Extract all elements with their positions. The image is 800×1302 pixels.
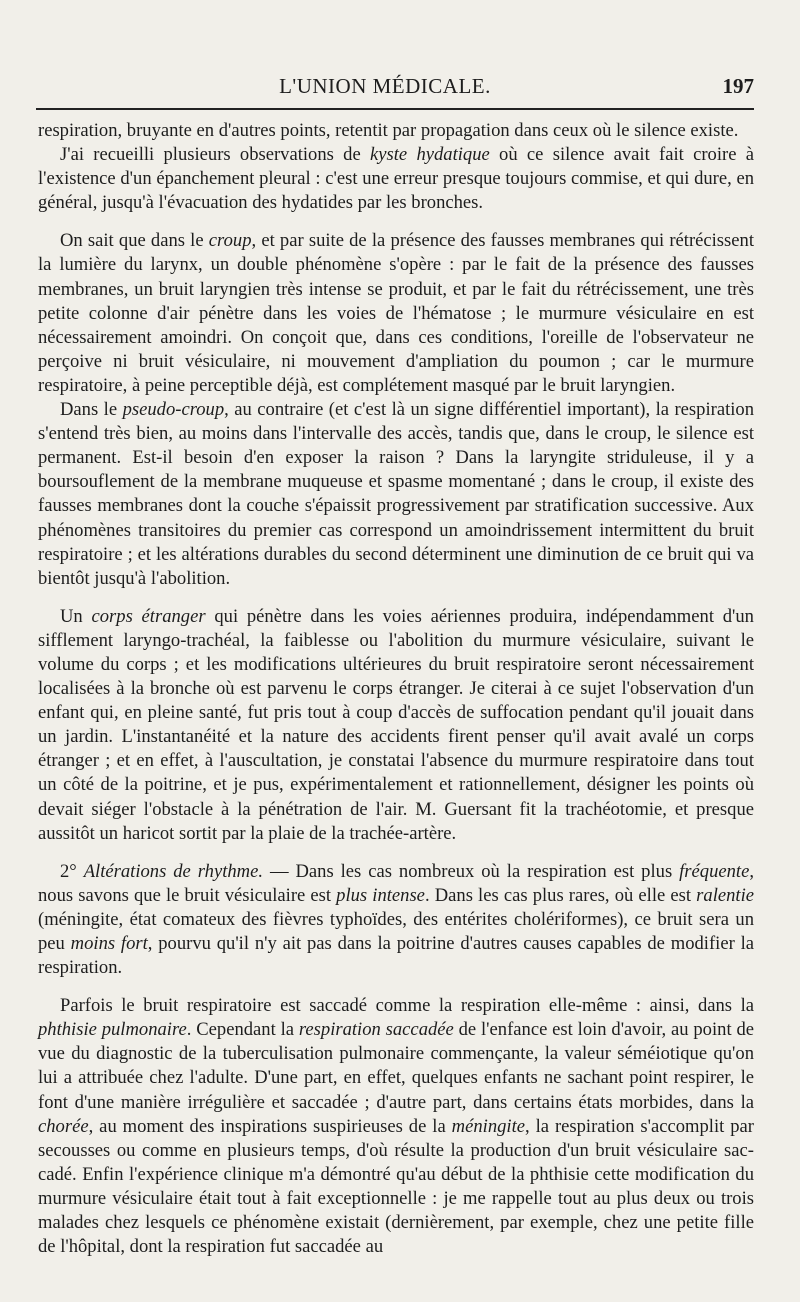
- text-segment: , pourvu qu'il n'y ait pas dans la poitrine d'autres causes capables de modifier la respiration.: [38, 933, 755, 979]
- text-segment: où ce silence avait fait croire à l'existence d'un épanchement pleural : c'est une erreur presque toujours commise, et qui dure, en général, jusqu'à l'évacuation des hydatides par les bronches.: [38, 144, 754, 214]
- italic-segment: kyste hydatique: [370, 144, 490, 166]
- text-segment: 2°: [60, 860, 84, 882]
- italic-segment: croup: [208, 230, 252, 252]
- text-segment: Dans le: [60, 399, 123, 421]
- italic-segment: méningite: [451, 1115, 525, 1137]
- text-segment: , au contraire (et c'est là un signe différentiel important), la respiration s'entend très bien, au moins dans l'intervalle des accès, tandis que, dans le croup, le silence est permanent. Est-il besoin d'en exposer la raison ? Dans la laryngite striduleuse, il y a boursouflement de la membrane muqueuse et spasme momentané ; dans le croup, il existe des fausses membranes dont la couche s'épaissit progressivement par stratification successive. Aux phénomènes transitoires du premier cas correspond un amoindrissement intermittent du bruit respiratoire ; et les altérations durables du second déterminent une diminution de ce bruit qui va bientôt jusqu'à l'abolition.: [38, 399, 754, 589]
- text-segment: Parfois le bruit respiratoire est saccadé comme la respiration elle-même : ainsi, dans la: [60, 995, 754, 1017]
- text-segment: Un: [60, 605, 92, 627]
- text-segment: . Cependant la: [186, 1019, 299, 1041]
- italic-segment: ralentie: [696, 884, 754, 906]
- italic-segment: corps étranger: [91, 605, 206, 627]
- italic-segment: chorée: [38, 1115, 89, 1137]
- italic-segment: phthisie pulmonaire: [38, 1019, 187, 1041]
- header-rule: [36, 108, 754, 110]
- page-number: 197: [722, 74, 754, 98]
- text-segment: . Dans les cas plus rares, où elle est: [424, 884, 697, 906]
- italic-segment: moins fort: [70, 933, 148, 954]
- text-segment: , au moment des inspirations suspirieuses de la: [88, 1115, 452, 1137]
- text-segment: de l'enfance est loin d'avoir, au point de vue du diagnostic de la tuberculisation pulmonaire commençante, la valeur séméiotique qu'on lui a attribuée chez l'adulte. D'une part, en effet, quelques enfants ne sachant point respirer, le font d'une manière irrégulière et saccadée ; d'autre part, dans certains états morbides, dans la: [38, 1019, 754, 1113]
- text-segment: , et par suite de la présence des fausses membranes qui rétrécissent la lumière du larynx, un double phénomène s'opère : par le fait de la présence des fausses membranes, un bruit laryngien très intense se produit, et par le fait du rétrécissement, une très petite colonne d'air pénètre dans les voies de l'hématose ; le murmure vésiculaire en est nécessairement amoindri. On conçoit que, dans ces conditions, l'oreille de l'observateur ne perçoive ni bruit vésiculaire, ni mouvement d'ampliation du poumon ; car le murmure respiratoire, à peine perceptible déjà, est complétement masqué par le bruit laryngien.: [38, 230, 754, 396]
- text-segment: — Dans les cas nombreux où la respiration est plus: [263, 860, 680, 882]
- italic-segment: Altérations de rhythme.: [83, 860, 263, 882]
- italic-segment: fréquente: [679, 860, 750, 882]
- text-segment: respiration, bruyante en d'autres points, retentit par propagation dans ceux où le silence existe.: [38, 120, 739, 141]
- paragraph-pseudo-croup: [38, 398, 754, 591]
- italic-segment: respiration saccadée: [298, 1019, 454, 1041]
- text-segment: On sait que dans le: [60, 230, 209, 252]
- paragraph-corps-etranger: [38, 605, 754, 846]
- body-text: [38, 119, 754, 1259]
- italic-segment: pseudo-croup: [122, 399, 225, 421]
- paragraph-respiration-saccadee: [38, 994, 754, 1259]
- paragraph-alterations-rhythme: [38, 860, 754, 980]
- italic-segment: plus intense: [336, 884, 425, 906]
- text-segment: , la respiration s'accomplit par secousses ou comme en plusieurs temps, d'où résulte la production d'un bruit vésiculaire saccadé. Enfin l'expérience clinique m'a démontré qu'au début de la phthisie cette modification du murmure vésiculaire était tout à fait exceptionnelle : je me rappelle tout au plus deux ou trois malades chez lesquels ce phénomène existait (dernièrement, par exemple, chez une petite fille de l'hôpital, dont la respiration fut saccadée au: [38, 1115, 754, 1258]
- page-header: [40, 74, 754, 100]
- paragraph-croup: [38, 229, 754, 398]
- text-segment: (méningite, état comateux des fièvres typhoïdes, des entérites cholériformes), ce bruit sera un peu: [38, 908, 754, 954]
- paragraph-kyste-hydatique: [38, 143, 754, 215]
- text-segment: qui pénètre dans les voies aériennes produira, indépendamment d'un sifflement laryngo-trachéal, la faiblesse ou l'abolition du murmure vésiculaire, suivant le volume du corps ; et les modifications ultérieures du bruit respiratoire seront nécessairement localisées à la bronche où est parvenu le corps étranger. Je citerai à ce sujet l'observation d'un enfant qui, en pleine santé, fut pris tout à coup d'accès de suffocation pendant qu'il jouait dans un jardin. L'instantanéité et la nature des accidents firent penser qu'il avait avalé un corps étranger ; et en effet, à l'auscultation, je constatai l'absence du murmure respiratoire dans tout un côté de la poitrine, et je pus, expérimentalement et rationnellement, désigner les points où devait siéger l'obstacle à la pénétration de l'air. M. Guersant fit la trachéotomie, et presque aussitôt un haricot sortit par la plaie de la trachée-artère.: [38, 605, 754, 844]
- text-segment: , nous savons que le bruit vésiculaire est: [38, 860, 754, 906]
- running-title: L'UNION MÉDICALE.: [279, 74, 491, 98]
- paragraph-continuation: [38, 119, 754, 143]
- text-segment: J'ai recueilli plusieurs observations de: [60, 144, 370, 166]
